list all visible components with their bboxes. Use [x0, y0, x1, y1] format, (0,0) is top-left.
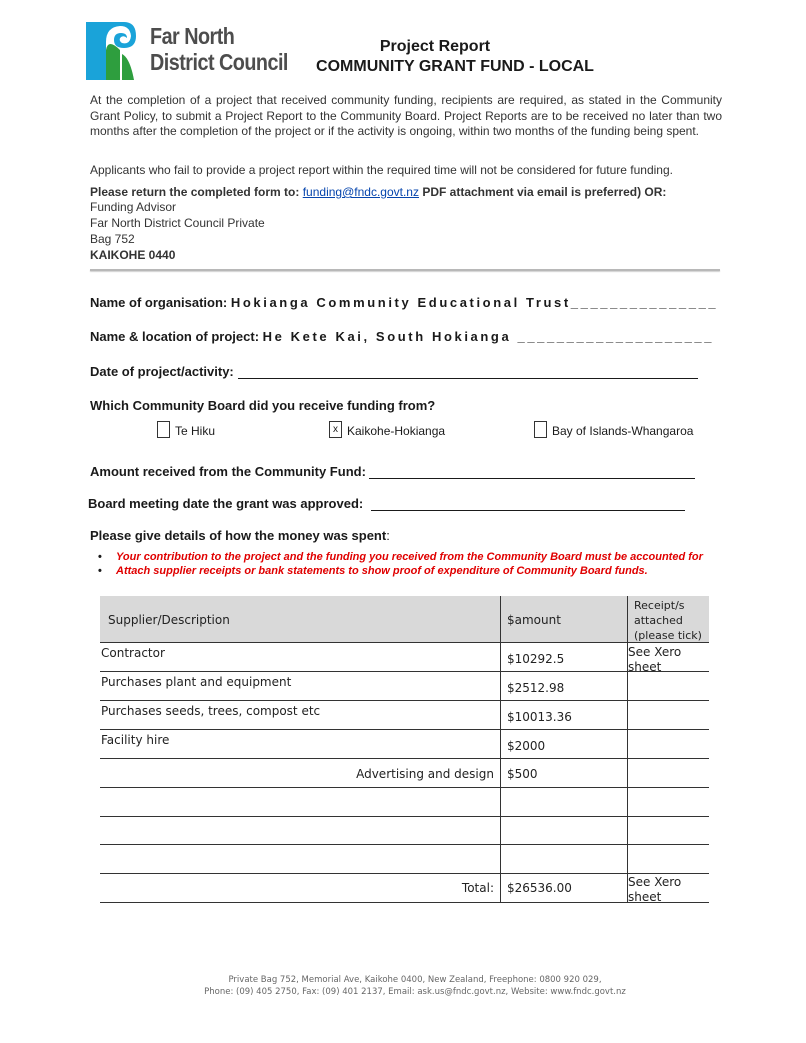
address-line: Bag 752 — [90, 232, 135, 246]
table-cell-amount[interactable]: $500 — [507, 767, 538, 781]
organisation-label: Name of organisation: — [90, 295, 228, 310]
section-divider — [90, 269, 720, 271]
row-divider — [100, 844, 709, 845]
bullet-icon: • — [98, 551, 102, 563]
footer-line2: Phone: (09) 405 2750, Fax: (09) 401 2137, Email: ask.us@fndc.govt.nz, Website: www.fndc.govt.nz — [204, 987, 626, 997]
footer-contact — [180, 974, 650, 998]
address-line: Far North District Council Private — [90, 216, 265, 230]
row-divider — [100, 758, 709, 759]
table-cell-receipt[interactable]: See Xero sheet — [628, 645, 682, 671]
table-cell-amount[interactable]: $10013.36 — [507, 710, 572, 724]
total-receipt[interactable]: See Xero sheet — [628, 875, 682, 902]
bullet-text: Attach supplier receipts or bank statements to show proof of expenditure of Community Board funds. — [116, 565, 648, 577]
bullet-icon: • — [98, 565, 102, 577]
address-line: Funding Advisor — [90, 200, 177, 214]
warning-paragraph: Applicants who fail to provide a project report within the required time will not be considered for future funding. — [90, 163, 673, 177]
row-divider — [100, 902, 709, 903]
details-heading-text: Please give details of how the money was spent — [90, 528, 387, 543]
col-header-receipt: attached — [634, 614, 683, 627]
col-header-receipt: Receipt/s — [634, 599, 685, 612]
checkbox-label: Kaikohe-Hokianga — [347, 424, 446, 438]
report-subtitle: COMMUNITY GRANT FUND - LOCAL — [316, 58, 594, 75]
checkbox-box[interactable] — [534, 421, 547, 438]
project-label: Name & location of project: — [90, 329, 260, 344]
date-field[interactable] — [90, 364, 703, 379]
amount-input-line[interactable] — [369, 464, 695, 479]
row-divider — [100, 671, 709, 672]
table-cell-description: Contractor — [101, 646, 165, 660]
logo-text-line2: District Council — [150, 49, 288, 75]
checkbox-box[interactable] — [157, 421, 170, 438]
meeting-date-label: Board meeting date the grant was approved: — [88, 496, 364, 511]
checkbox-label: Bay of Islands-Whangaroa — [552, 424, 694, 438]
address-line: KAIKOHE 0440 — [90, 248, 176, 262]
row-divider — [100, 729, 709, 730]
table-cell-description: Purchases seeds, trees, compost etc — [101, 704, 321, 718]
return-instructions — [90, 185, 666, 199]
logo-text-line1: Far North — [150, 23, 235, 49]
report-title: Project Report — [379, 38, 491, 55]
checkbox-box[interactable]: x — [329, 421, 342, 438]
total-label: Total: — [461, 881, 494, 895]
funding-email-link[interactable]: funding@fndc.govt.nz — [302, 185, 419, 199]
amount-label: Amount received from the Community Fund: — [90, 464, 366, 479]
return-suffix: PDF attachment via email is preferred) OR: — [422, 185, 667, 199]
amount-field[interactable] — [90, 464, 704, 479]
return-prefix: Please return the completed form to: — [90, 185, 300, 199]
organisation-field[interactable] — [90, 295, 718, 310]
row-divider — [100, 873, 709, 874]
requirement-bullet — [98, 565, 648, 577]
table-cell-amount[interactable]: $10292.5 — [507, 652, 565, 666]
checkbox-label: Te Hiku — [175, 424, 216, 438]
table-cell-description: Facility hire — [101, 733, 170, 747]
meeting-date-input-line[interactable] — [371, 496, 685, 511]
board-question: Which Community Board did you receive funding from? — [90, 398, 436, 413]
project-field[interactable] — [90, 329, 714, 344]
row-divider — [100, 642, 709, 643]
bullet-text: Your contribution to the project and the funding you received from the Community Board must be accounted for — [116, 551, 703, 563]
date-label: Date of project/activity: — [90, 364, 234, 379]
table-cell-amount[interactable]: $2000 — [507, 739, 546, 753]
organisation-value[interactable]: Hokianga Community Educational Trust_______________ — [230, 295, 719, 310]
meeting-date-field[interactable] — [88, 496, 700, 511]
council-logo — [84, 20, 288, 82]
col-header-description: Supplier/Description — [108, 613, 230, 627]
koru-logo-icon — [84, 20, 146, 82]
details-heading — [90, 528, 390, 543]
row-divider — [100, 816, 709, 817]
project-value[interactable]: He Kete Kai, South Hokianga ____________________ — [262, 329, 715, 344]
total-amount[interactable]: $26536.00 — [507, 881, 572, 895]
requirement-bullet — [98, 551, 703, 563]
table-cell-amount[interactable]: $2512.98 — [507, 681, 565, 695]
table-cell-description: Purchases plant and equipment — [101, 675, 292, 689]
row-divider — [100, 700, 709, 701]
row-divider — [100, 787, 709, 788]
col-header-amount: $amount — [507, 613, 561, 627]
details-heading-colon: : — [386, 528, 390, 543]
intro-paragraph: At the completion of a project that received community funding, recipients are required, as stated in the Community Grant Policy, to submit a Project Report to the Community Board. Project Reports are to be received no later than two months after the completion of the project or if the activity is ongoing, within two months of the funding being spent. — [90, 93, 722, 139]
table-cell-description: Advertising and design — [356, 767, 494, 781]
date-input-line[interactable] — [238, 364, 698, 379]
footer-line1: Private Bag 752, Memorial Ave, Kaikohe 0400, New Zealand, Freephone: 0800 920 029, — [228, 975, 602, 985]
col-header-receipt: (please tick) — [634, 629, 702, 642]
